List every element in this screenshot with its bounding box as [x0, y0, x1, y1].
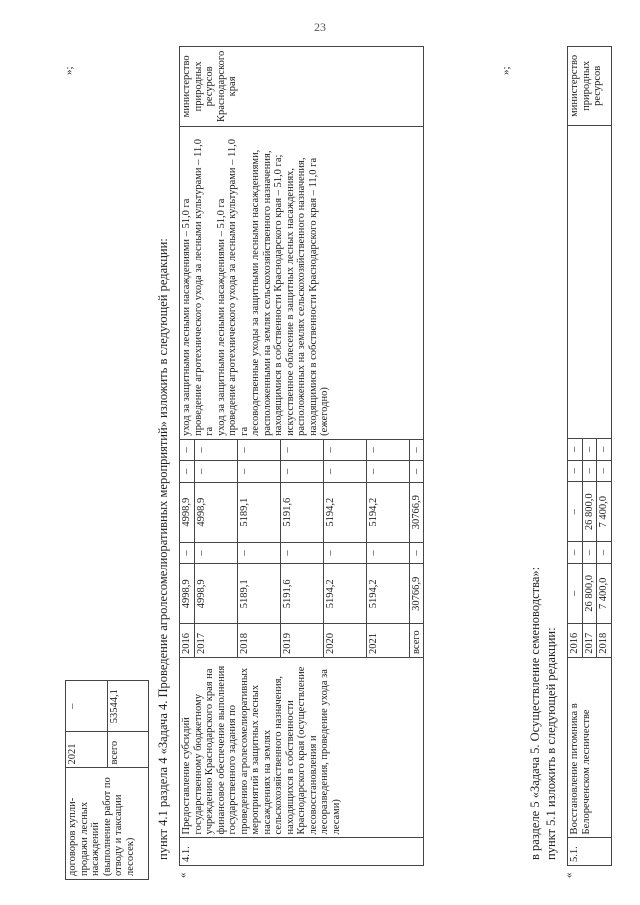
rotated-landscape-content [55, 50, 610, 880]
table-cell-local: – [194, 461, 237, 482]
table-cell-year: 2016 [180, 624, 195, 658]
table-cell-results [568, 125, 612, 439]
table-cell-federal: – [180, 542, 195, 563]
table-cell-extra: – [409, 439, 424, 460]
table-cell-total: 4998,9 [194, 564, 237, 624]
table-cell-total: 7 400,0 [597, 563, 612, 623]
table-cell-results: уход за защитными лесными насаждениями – 51,0 га проведение агротехнического ухода за лесными культурами – 11,0 га уход за защитными лесными насаждениями – 51,0 га проведение агротехнического ухода за лесными культурами – 11,0 га лесоводственные уходы за защитными лесными насаждениями, расположенными на землях сельскохозяйственного назначения, находящимися в собственности Краснодарского края – 51,0 га; искусственное облесение в защитных лесных насаждениях, расположенных на землях сельскохозяйственного назначения, находящимися в собственности Краснодарского края – 11,0 га (ежегодно) [180, 126, 424, 439]
table-cell-year: 2020 [323, 624, 366, 658]
table-row [180, 47, 195, 866]
table-cell-regional: 5189,1 [237, 482, 280, 542]
table-cell-year: 2021 [366, 624, 409, 658]
closing-quote-1: »; [63, 66, 75, 75]
table-cell-regional: 5194,2 [366, 482, 409, 542]
table-4-1 [179, 46, 424, 866]
paragraph-5-intro: в разделе 5 «Задача 5. Осуществление семеноводства»: [528, 566, 542, 860]
paragraph-4-1-intro: пункт 4.1 раздела 4 «Задача 4. Проведение агролесомелиоративных мероприятий» изложить в следующей редакции: [156, 238, 170, 860]
table-cell-total: 5194,2 [323, 564, 366, 624]
table-cell-local: – [280, 461, 323, 482]
table-cell-year: 2017 [582, 624, 597, 658]
table-cell-regional: 4998,9 [180, 482, 195, 542]
table-cell-description: Предоставление субсидий государственному бюджетному учреждению Краснодарского края на финансовое обеспечение выполнения государственного задания по проведению агролесомелиоративных мероприятий в защитных лесных насаждениях на землях сельскохозяйственного назначения, находящихся в собственности Краснодарского края (осуществление лесовосстановления и лесоразведения, проведение ухода за лесами) [180, 657, 424, 837]
table-cell-extra: – [194, 439, 237, 460]
table-cell-total: – [568, 563, 583, 623]
table-cell-year: 2018 [237, 624, 280, 658]
table-cell-value: – [66, 681, 108, 732]
table-cell-extra: – [366, 439, 409, 460]
table-cell-extra: – [568, 439, 583, 460]
table-cell-federal: – [323, 542, 366, 563]
table-cell-total: 4998,9 [180, 564, 195, 624]
table-cell-year: 2021 [66, 732, 108, 768]
table-cell-extra: – [323, 439, 366, 460]
closing-quote-2: »; [500, 66, 512, 75]
table-cell-extra: – [180, 439, 195, 460]
table-cell-total: 5191,6 [280, 564, 323, 624]
table-cell-local: – [323, 461, 366, 482]
table-cell-federal: – [409, 542, 424, 563]
page-number: 23 [314, 20, 326, 34]
table-cell-extra: – [597, 439, 612, 460]
table-cell-regional: 26 800,0 [582, 482, 597, 542]
table-cell-year: 2017 [194, 624, 237, 658]
table-cell-federal: – [568, 542, 583, 563]
table-cell-total: 5194,2 [366, 564, 409, 624]
table-cell-year: 2019 [280, 624, 323, 658]
table-previous-tail [65, 680, 149, 880]
table-cell-federal: – [366, 542, 409, 563]
opening-quote-1: « [177, 872, 189, 878]
table-cell-regional: 30766,9 [409, 482, 424, 542]
table-cell-year: 2018 [597, 624, 612, 658]
table-cell-local: – [597, 460, 612, 481]
table-cell-local: – [366, 461, 409, 482]
table-cell-row-number: 5.1. [568, 838, 612, 866]
table-cell-regional: 4998,9 [194, 482, 237, 542]
table-cell-extra: – [582, 439, 597, 460]
table-5-1 [567, 46, 612, 866]
table-cell-federal: – [597, 542, 612, 563]
table-cell-total-value: 53544,1 [107, 681, 149, 732]
table-cell-federal: – [237, 542, 280, 563]
table-cell-regional: 5194,2 [323, 482, 366, 542]
table-cell-row-number: 4.1. [180, 838, 424, 866]
table-cell-regional: 7 400,0 [597, 482, 612, 542]
table-cell-local: – [180, 461, 195, 482]
table-cell-regional: 5191,6 [280, 482, 323, 542]
table-cell-federal: – [194, 542, 237, 563]
table-cell-year: 2016 [568, 624, 583, 658]
table-cell-total: 26 800,0 [582, 563, 597, 623]
table-row [568, 47, 583, 866]
table-cell-executor: министерство природных ресурсов Краснодарского края [180, 47, 424, 127]
table-cell-description: договоров купли- продажи лесных насаждений (выполнение работ по отводу и таксации лесосек) [66, 768, 149, 880]
table-cell-regional: – [568, 482, 583, 542]
table-cell-executor: министерство природных ресурсов [568, 47, 612, 126]
table-cell-total: 5189,1 [237, 564, 280, 624]
table-cell-local: – [237, 461, 280, 482]
table-cell-total-label: всего [409, 624, 424, 658]
table-cell-description: Восстановление питомника в Белореченском лесничестве [568, 657, 612, 838]
table-cell-federal: – [280, 542, 323, 563]
table-cell-local: – [568, 460, 583, 481]
table-cell-federal: – [582, 542, 597, 563]
table-row [66, 681, 108, 880]
table-cell-local: – [582, 460, 597, 481]
table-cell-total: 30766,9 [409, 564, 424, 624]
table-cell-total-label: всего [107, 732, 149, 768]
paragraph-5-1-intro: пункт 5.1 изложить в следующей редакции: [544, 627, 558, 860]
table-cell-extra: – [237, 439, 280, 460]
table-cell-extra: – [280, 439, 323, 460]
opening-quote-2: « [563, 872, 575, 878]
table-cell-local: – [409, 461, 424, 482]
